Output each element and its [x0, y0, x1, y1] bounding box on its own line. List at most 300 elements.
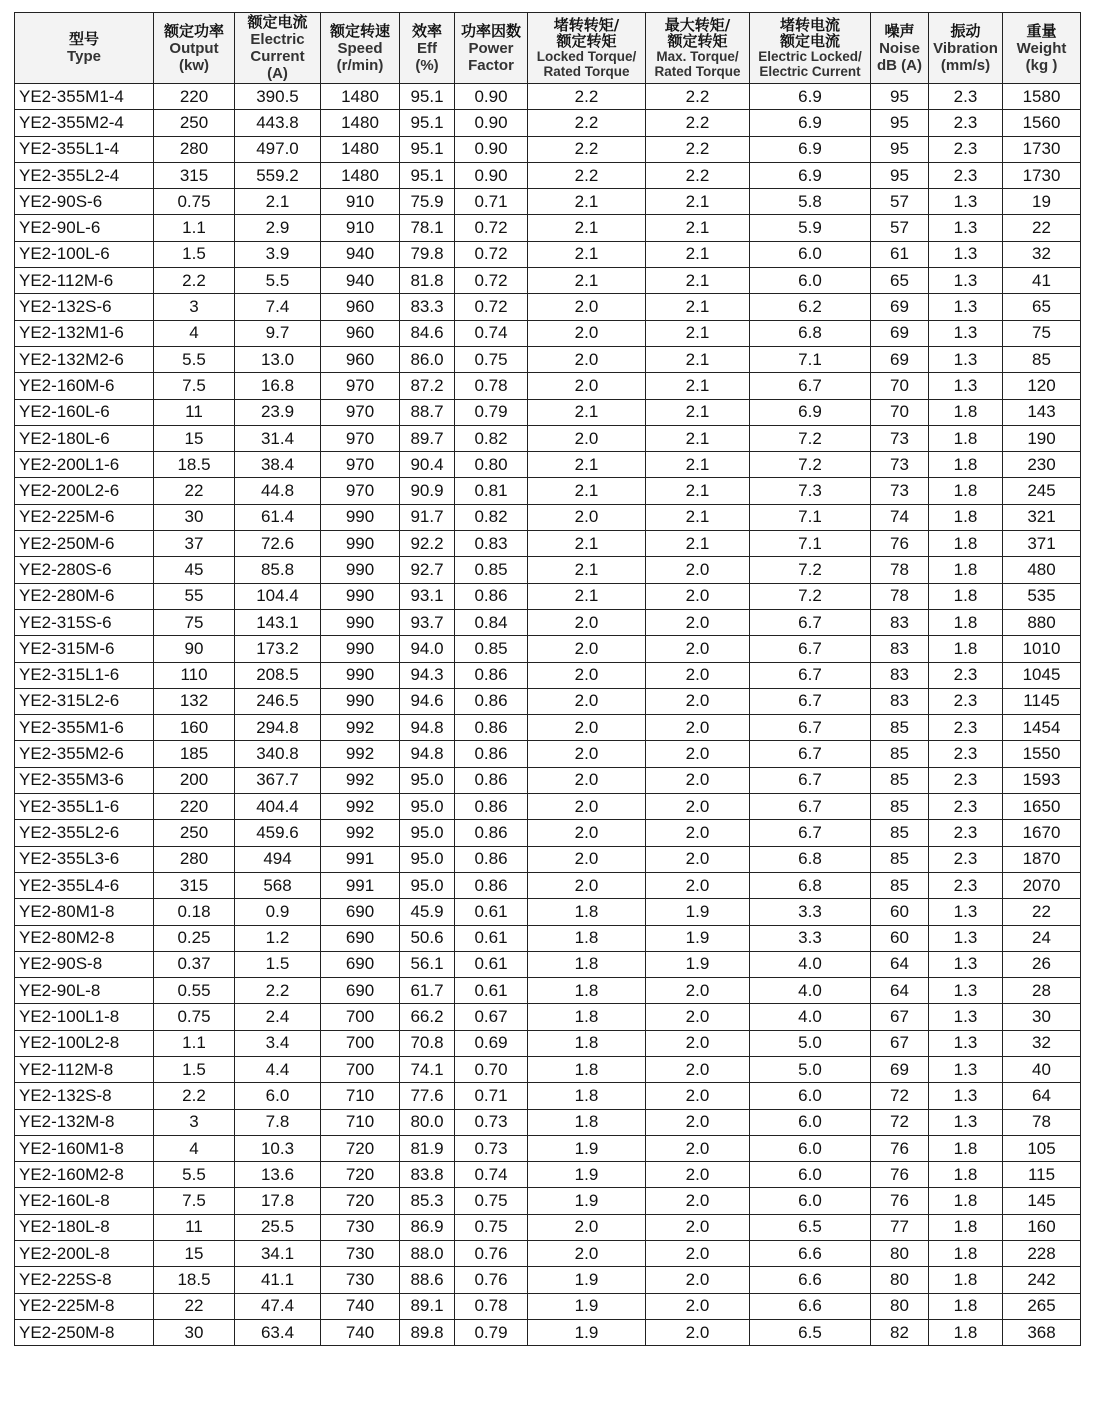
cell-vibration: 1.8 — [929, 531, 1003, 557]
cell-weight: 22 — [1003, 899, 1081, 925]
header-eff — [400, 13, 455, 84]
cell-speed: 990 — [321, 688, 400, 714]
cell-output: 7.5 — [154, 373, 235, 399]
cell-vibration: 1.8 — [929, 1241, 1003, 1267]
cell-locked-torque: 2.0 — [528, 767, 646, 793]
cell-noise: 85 — [871, 872, 929, 898]
cell-type: YE2-100L2-8 — [15, 1030, 154, 1056]
cell-output: 0.25 — [154, 925, 235, 951]
cell-vibration: 1.3 — [929, 1056, 1003, 1082]
cell-type: YE2-355L2-4 — [15, 162, 154, 188]
cell-type: YE2-90L-8 — [15, 978, 154, 1004]
cell-vibration: 2.3 — [929, 162, 1003, 188]
cell-noise: 83 — [871, 636, 929, 662]
table-row — [15, 531, 1081, 557]
cell-speed: 700 — [321, 1056, 400, 1082]
cell-weight: 145 — [1003, 1188, 1081, 1214]
table-row — [15, 1135, 1081, 1161]
cell-locked-torque: 2.1 — [528, 399, 646, 425]
cell-weight: 160 — [1003, 1214, 1081, 1240]
cell-locked-current: 6.6 — [750, 1241, 871, 1267]
table-row — [15, 636, 1081, 662]
cell-current: 2.2 — [235, 978, 321, 1004]
cell-vibration: 1.8 — [929, 399, 1003, 425]
cell-max-torque: 2.1 — [646, 531, 750, 557]
cell-noise: 77 — [871, 1214, 929, 1240]
cell-weight: 321 — [1003, 504, 1081, 530]
header-power-factor-en-1: Power — [468, 39, 514, 57]
cell-locked-torque: 1.9 — [528, 1135, 646, 1161]
table-row — [15, 609, 1081, 635]
cell-noise: 72 — [871, 1109, 929, 1135]
cell-output: 30 — [154, 1319, 235, 1345]
cell-locked-current: 6.9 — [750, 399, 871, 425]
cell-locked-current: 4.0 — [750, 951, 871, 977]
cell-max-torque: 2.0 — [646, 1056, 750, 1082]
cell-weight: 64 — [1003, 1083, 1081, 1109]
cell-type: YE2-180L-8 — [15, 1214, 154, 1240]
cell-weight: 143 — [1003, 399, 1081, 425]
header-noise-en: Noise — [879, 39, 920, 57]
table-row — [15, 504, 1081, 530]
header-noise — [871, 13, 929, 84]
cell-eff: 85.3 — [400, 1188, 455, 1214]
cell-vibration: 1.8 — [929, 583, 1003, 609]
cell-current: 2.4 — [235, 1004, 321, 1030]
cell-locked-current: 6.0 — [750, 1083, 871, 1109]
cell-weight: 78 — [1003, 1109, 1081, 1135]
cell-noise: 76 — [871, 531, 929, 557]
cell-power-factor: 0.79 — [455, 1319, 528, 1345]
cell-vibration: 1.8 — [929, 636, 1003, 662]
cell-max-torque: 1.9 — [646, 951, 750, 977]
cell-max-torque: 2.2 — [646, 84, 750, 110]
cell-speed: 700 — [321, 1004, 400, 1030]
cell-power-factor: 0.72 — [455, 215, 528, 241]
cell-type: YE2-160M1-8 — [15, 1135, 154, 1161]
cell-speed: 990 — [321, 531, 400, 557]
cell-current: 294.8 — [235, 715, 321, 741]
table-row — [15, 583, 1081, 609]
header-speed-unit: (r/min) — [336, 56, 384, 74]
cell-noise: 70 — [871, 399, 929, 425]
cell-weight: 1650 — [1003, 794, 1081, 820]
cell-eff: 95.0 — [400, 872, 455, 898]
header-max-torque — [646, 13, 750, 84]
cell-output: 5.5 — [154, 1162, 235, 1188]
header-current-en-2: Current — [250, 48, 305, 65]
table-row — [15, 162, 1081, 188]
table-row — [15, 1319, 1081, 1345]
cell-weight: 105 — [1003, 1135, 1081, 1161]
cell-current: 34.1 — [235, 1241, 321, 1267]
cell-vibration: 1.3 — [929, 320, 1003, 346]
cell-output: 22 — [154, 478, 235, 504]
cell-max-torque: 2.0 — [646, 820, 750, 846]
header-speed-zh: 额定转速 — [329, 21, 390, 40]
cell-type: YE2-315L1-6 — [15, 662, 154, 688]
cell-power-factor: 0.86 — [455, 741, 528, 767]
cell-current: 568 — [235, 872, 321, 898]
cell-weight: 1670 — [1003, 820, 1081, 846]
cell-eff: 84.6 — [400, 320, 455, 346]
cell-eff: 83.3 — [400, 294, 455, 320]
cell-vibration: 2.3 — [929, 662, 1003, 688]
cell-vibration: 1.8 — [929, 504, 1003, 530]
cell-locked-torque: 2.0 — [528, 346, 646, 372]
cell-locked-current: 6.7 — [750, 741, 871, 767]
cell-eff: 95.0 — [400, 794, 455, 820]
cell-power-factor: 0.75 — [455, 1214, 528, 1240]
cell-locked-torque: 1.8 — [528, 1030, 646, 1056]
cell-weight: 245 — [1003, 478, 1081, 504]
cell-noise: 76 — [871, 1188, 929, 1214]
cell-noise: 80 — [871, 1293, 929, 1319]
cell-speed: 990 — [321, 504, 400, 530]
cell-type: YE2-355L3-6 — [15, 846, 154, 872]
table-row — [15, 715, 1081, 741]
cell-current: 61.4 — [235, 504, 321, 530]
cell-speed: 1480 — [321, 110, 400, 136]
cell-max-torque: 2.0 — [646, 688, 750, 714]
header-locked-torque-en-2: Rated Torque — [543, 64, 630, 79]
cell-output: 11 — [154, 399, 235, 425]
cell-locked-current: 5.0 — [750, 1030, 871, 1056]
cell-max-torque: 2.0 — [646, 741, 750, 767]
cell-current: 2.9 — [235, 215, 321, 241]
table-row — [15, 84, 1081, 110]
header-speed-en: Speed — [337, 39, 383, 57]
cell-output: 250 — [154, 820, 235, 846]
cell-noise: 95 — [871, 84, 929, 110]
cell-vibration: 1.8 — [929, 1267, 1003, 1293]
cell-weight: 40 — [1003, 1056, 1081, 1082]
cell-output: 4 — [154, 320, 235, 346]
cell-current: 47.4 — [235, 1293, 321, 1319]
cell-max-torque: 2.0 — [646, 1135, 750, 1161]
cell-noise: 85 — [871, 715, 929, 741]
cell-output: 2.2 — [154, 268, 235, 294]
cell-noise: 64 — [871, 978, 929, 1004]
cell-weight: 1870 — [1003, 846, 1081, 872]
header-current — [235, 13, 321, 84]
cell-speed: 991 — [321, 846, 400, 872]
header-locked-current-en-2: Electric Current — [759, 64, 861, 79]
cell-vibration: 1.3 — [929, 294, 1003, 320]
cell-type: YE2-160M2-8 — [15, 1162, 154, 1188]
cell-power-factor: 0.80 — [455, 452, 528, 478]
cell-power-factor: 0.61 — [455, 925, 528, 951]
header-vibration-zh: 振动 — [950, 21, 981, 40]
cell-noise: 80 — [871, 1241, 929, 1267]
cell-speed: 700 — [321, 1030, 400, 1056]
cell-locked-torque: 2.0 — [528, 741, 646, 767]
cell-power-factor: 0.86 — [455, 715, 528, 741]
cell-locked-torque: 1.8 — [528, 978, 646, 1004]
cell-output: 1.1 — [154, 215, 235, 241]
cell-power-factor: 0.71 — [455, 1083, 528, 1109]
cell-max-torque: 2.0 — [646, 846, 750, 872]
table-row — [15, 662, 1081, 688]
header-vibration-en: Vibration — [933, 39, 998, 57]
cell-locked-current: 6.0 — [750, 268, 871, 294]
cell-locked-current: 6.8 — [750, 846, 871, 872]
cell-type: YE2-90S-8 — [15, 951, 154, 977]
header-max-torque-zh-1: 最大转矩/ — [664, 16, 731, 34]
cell-max-torque: 2.0 — [646, 583, 750, 609]
cell-speed: 960 — [321, 320, 400, 346]
cell-output: 75 — [154, 609, 235, 635]
cell-eff: 93.1 — [400, 583, 455, 609]
table-row — [15, 399, 1081, 425]
cell-eff: 91.7 — [400, 504, 455, 530]
cell-weight: 75 — [1003, 320, 1081, 346]
cell-type: YE2-132S-6 — [15, 294, 154, 320]
cell-current: 72.6 — [235, 531, 321, 557]
cell-current: 63.4 — [235, 1319, 321, 1345]
cell-locked-current: 6.0 — [750, 1188, 871, 1214]
cell-power-factor: 0.82 — [455, 504, 528, 530]
cell-type: YE2-100L-6 — [15, 241, 154, 267]
cell-max-torque: 1.9 — [646, 925, 750, 951]
cell-speed: 740 — [321, 1293, 400, 1319]
cell-current: 404.4 — [235, 794, 321, 820]
header-current-zh: 额定电流 — [247, 13, 308, 31]
cell-current: 17.8 — [235, 1188, 321, 1214]
table-row — [15, 1083, 1081, 1109]
cell-weight: 85 — [1003, 346, 1081, 372]
cell-noise: 73 — [871, 452, 929, 478]
header-weight-zh: 重量 — [1026, 21, 1057, 40]
cell-speed: 940 — [321, 268, 400, 294]
cell-noise: 73 — [871, 478, 929, 504]
cell-locked-torque: 1.8 — [528, 951, 646, 977]
cell-max-torque: 2.0 — [646, 1188, 750, 1214]
cell-max-torque: 2.2 — [646, 136, 750, 162]
cell-output: 45 — [154, 557, 235, 583]
cell-vibration: 2.3 — [929, 136, 1003, 162]
cell-speed: 690 — [321, 925, 400, 951]
cell-max-torque: 2.0 — [646, 662, 750, 688]
cell-noise: 65 — [871, 268, 929, 294]
cell-output: 1.5 — [154, 1056, 235, 1082]
cell-locked-torque: 2.0 — [528, 320, 646, 346]
cell-locked-current: 6.8 — [750, 320, 871, 346]
cell-power-factor: 0.73 — [455, 1109, 528, 1135]
cell-vibration: 1.3 — [929, 951, 1003, 977]
cell-vibration: 1.8 — [929, 1214, 1003, 1240]
cell-speed: 970 — [321, 478, 400, 504]
cell-locked-current: 6.7 — [750, 715, 871, 741]
table-row — [15, 1004, 1081, 1030]
cell-max-torque: 2.1 — [646, 373, 750, 399]
header-noise-unit: dB (A) — [877, 56, 922, 74]
cell-locked-current: 6.7 — [750, 373, 871, 399]
cell-eff: 79.8 — [400, 241, 455, 267]
cell-eff: 89.8 — [400, 1319, 455, 1345]
table-row — [15, 1214, 1081, 1240]
cell-output: 315 — [154, 872, 235, 898]
cell-current: 1.5 — [235, 951, 321, 977]
table-row — [15, 452, 1081, 478]
cell-speed: 730 — [321, 1267, 400, 1293]
cell-current: 208.5 — [235, 662, 321, 688]
cell-eff: 95.1 — [400, 162, 455, 188]
header-power-factor-en-2: Factor — [468, 56, 514, 74]
cell-max-torque: 2.1 — [646, 294, 750, 320]
cell-eff: 89.7 — [400, 425, 455, 451]
header-power-factor-zh: 功率因数 — [460, 21, 521, 40]
cell-locked-current: 6.9 — [750, 110, 871, 136]
cell-output: 2.2 — [154, 1083, 235, 1109]
cell-locked-current: 6.7 — [750, 636, 871, 662]
cell-type: YE2-315S-6 — [15, 609, 154, 635]
cell-current: 7.8 — [235, 1109, 321, 1135]
cell-current: 13.6 — [235, 1162, 321, 1188]
header-eff-unit: (%) — [415, 56, 439, 74]
cell-type: YE2-80M2-8 — [15, 925, 154, 951]
cell-locked-current: 6.6 — [750, 1293, 871, 1319]
header-locked-torque-zh-2: 额定转矩 — [556, 32, 617, 50]
cell-type: YE2-225M-8 — [15, 1293, 154, 1319]
cell-type: YE2-355M1-6 — [15, 715, 154, 741]
cell-weight: 368 — [1003, 1319, 1081, 1345]
cell-weight: 22 — [1003, 215, 1081, 241]
cell-type: YE2-250M-8 — [15, 1319, 154, 1345]
cell-eff: 95.0 — [400, 767, 455, 793]
cell-output: 200 — [154, 767, 235, 793]
cell-type: YE2-355L1-6 — [15, 794, 154, 820]
cell-locked-current: 5.0 — [750, 1056, 871, 1082]
cell-eff: 83.8 — [400, 1162, 455, 1188]
cell-locked-torque: 2.0 — [528, 688, 646, 714]
cell-current: 38.4 — [235, 452, 321, 478]
cell-output: 4 — [154, 1135, 235, 1161]
table-row — [15, 846, 1081, 872]
cell-locked-torque: 1.8 — [528, 1083, 646, 1109]
cell-type: YE2-250M-6 — [15, 531, 154, 557]
cell-output: 0.37 — [154, 951, 235, 977]
cell-current: 459.6 — [235, 820, 321, 846]
cell-current: 4.4 — [235, 1056, 321, 1082]
cell-locked-current: 6.9 — [750, 162, 871, 188]
cell-max-torque: 2.0 — [646, 1214, 750, 1240]
cell-max-torque: 2.1 — [646, 346, 750, 372]
cell-locked-current: 7.2 — [750, 583, 871, 609]
header-locked-torque-zh-1: 堵转转矩/ — [553, 16, 620, 34]
cell-locked-torque: 2.1 — [528, 268, 646, 294]
cell-vibration: 1.8 — [929, 1188, 1003, 1214]
cell-locked-torque: 2.0 — [528, 636, 646, 662]
cell-weight: 30 — [1003, 1004, 1081, 1030]
cell-speed: 992 — [321, 820, 400, 846]
cell-type: YE2-200L1-6 — [15, 452, 154, 478]
cell-speed: 970 — [321, 425, 400, 451]
cell-output: 11 — [154, 1214, 235, 1240]
cell-power-factor: 0.74 — [455, 1162, 528, 1188]
table-row — [15, 557, 1081, 583]
cell-output: 5.5 — [154, 346, 235, 372]
cell-current: 9.7 — [235, 320, 321, 346]
cell-speed: 940 — [321, 241, 400, 267]
header-type-en: Type — [67, 48, 101, 65]
cell-power-factor: 0.67 — [455, 1004, 528, 1030]
cell-locked-current: 6.0 — [750, 1135, 871, 1161]
header-vibration-unit: (mm/s) — [940, 56, 991, 74]
cell-eff: 92.7 — [400, 557, 455, 583]
cell-weight: 1010 — [1003, 636, 1081, 662]
cell-vibration: 1.8 — [929, 1135, 1003, 1161]
cell-eff: 94.8 — [400, 741, 455, 767]
cell-weight: 1730 — [1003, 136, 1081, 162]
cell-current: 367.7 — [235, 767, 321, 793]
cell-max-torque: 2.0 — [646, 1030, 750, 1056]
cell-output: 185 — [154, 741, 235, 767]
cell-power-factor: 0.79 — [455, 399, 528, 425]
cell-noise: 83 — [871, 662, 929, 688]
cell-noise: 73 — [871, 425, 929, 451]
cell-power-factor: 0.85 — [455, 636, 528, 662]
cell-locked-torque: 2.0 — [528, 373, 646, 399]
cell-vibration: 2.3 — [929, 715, 1003, 741]
cell-locked-torque: 2.0 — [528, 1214, 646, 1240]
cell-type: YE2-315L2-6 — [15, 688, 154, 714]
cell-locked-torque: 1.9 — [528, 1293, 646, 1319]
header-locked-current-zh-2: 额定电流 — [779, 32, 840, 50]
motor-spec-table — [14, 12, 1081, 1346]
cell-speed: 690 — [321, 951, 400, 977]
header-output — [154, 13, 235, 84]
cell-max-torque: 2.0 — [646, 1293, 750, 1319]
table-row — [15, 189, 1081, 215]
cell-vibration: 2.3 — [929, 872, 1003, 898]
cell-max-torque: 2.1 — [646, 268, 750, 294]
cell-max-torque: 2.0 — [646, 557, 750, 583]
cell-eff: 56.1 — [400, 951, 455, 977]
cell-output: 315 — [154, 162, 235, 188]
cell-max-torque: 2.0 — [646, 1241, 750, 1267]
cell-current: 497.0 — [235, 136, 321, 162]
cell-speed: 992 — [321, 767, 400, 793]
cell-power-factor: 0.82 — [455, 425, 528, 451]
cell-vibration: 1.3 — [929, 1004, 1003, 1030]
cell-locked-torque: 2.0 — [528, 715, 646, 741]
cell-noise: 83 — [871, 609, 929, 635]
cell-locked-current: 6.2 — [750, 294, 871, 320]
cell-eff: 86.0 — [400, 346, 455, 372]
cell-speed: 990 — [321, 636, 400, 662]
cell-vibration: 1.8 — [929, 1162, 1003, 1188]
cell-power-factor: 0.81 — [455, 478, 528, 504]
cell-current: 23.9 — [235, 399, 321, 425]
cell-locked-torque: 2.0 — [528, 872, 646, 898]
table-row — [15, 741, 1081, 767]
cell-locked-current: 6.5 — [750, 1319, 871, 1345]
cell-eff: 70.8 — [400, 1030, 455, 1056]
cell-power-factor: 0.76 — [455, 1267, 528, 1293]
header-eff-zh: 效率 — [411, 21, 442, 40]
cell-eff: 78.1 — [400, 215, 455, 241]
cell-eff: 75.9 — [400, 189, 455, 215]
cell-output: 15 — [154, 425, 235, 451]
table-body — [15, 84, 1081, 1346]
cell-weight: 242 — [1003, 1267, 1081, 1293]
cell-max-torque: 2.0 — [646, 636, 750, 662]
cell-locked-torque: 2.0 — [528, 425, 646, 451]
cell-noise: 95 — [871, 162, 929, 188]
cell-locked-torque: 2.0 — [528, 846, 646, 872]
cell-speed: 710 — [321, 1083, 400, 1109]
